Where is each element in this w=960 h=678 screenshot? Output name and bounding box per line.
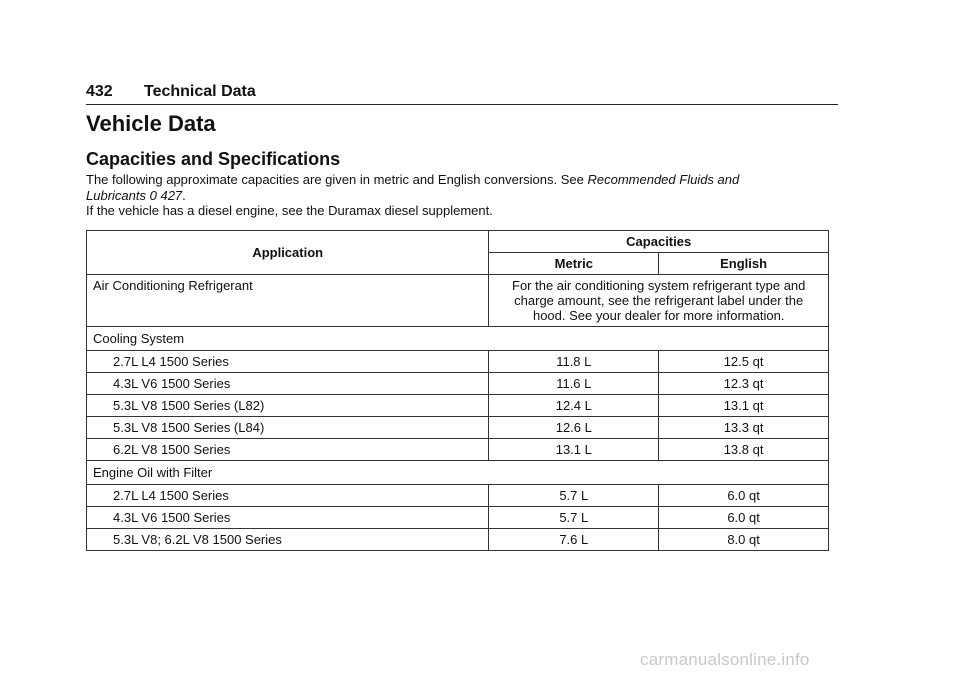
- cell-english: 13.1 qt: [659, 395, 829, 417]
- page-number: 432: [86, 83, 113, 100]
- cell-english: 8.0 qt: [659, 529, 829, 551]
- table-row: [87, 529, 829, 551]
- cell-app: 5.3L V8 1500 Series (L82): [87, 395, 489, 417]
- cell-metric: 13.1 L: [489, 439, 659, 461]
- cell-metric: 11.6 L: [489, 373, 659, 395]
- intro-paragraph-2: If the vehicle has a diesel engine, see the Duramax diesel supplement.: [86, 203, 493, 218]
- intro-text-1: The following approximate capacities are given in metric and English conversions. See: [86, 172, 588, 187]
- capacities-table: [86, 230, 829, 551]
- intro-period: .: [182, 187, 186, 203]
- cooling-section-label: Cooling System: [87, 327, 829, 351]
- cell-metric: 7.6 L: [489, 529, 659, 551]
- section-heading: Capacities and Specifications: [86, 149, 341, 169]
- ac-label: Air Conditioning Refrigerant: [87, 275, 489, 327]
- cell-metric: 12.4 L: [489, 395, 659, 417]
- col-english-header: English: [659, 253, 829, 275]
- cell-english: 13.8 qt: [659, 439, 829, 461]
- section-title: Technical Data: [144, 83, 256, 100]
- cell-metric: 5.7 L: [489, 485, 659, 507]
- table-row: [87, 507, 829, 529]
- table-section-row: [87, 461, 829, 485]
- cell-english: 12.3 qt: [659, 373, 829, 395]
- fluids-link[interactable]: Recommended Fluids and Lubricants: [86, 172, 740, 203]
- table-row: [87, 275, 829, 327]
- table-row: [87, 439, 829, 461]
- cell-app: 2.7L L4 1500 Series: [87, 351, 489, 373]
- cell-app: 5.3L V8; 6.2L V8 1500 Series: [87, 529, 489, 551]
- table-row: [87, 417, 829, 439]
- table-row: [87, 485, 829, 507]
- page-title: Vehicle Data: [86, 111, 216, 136]
- col-metric-header: Metric: [489, 253, 659, 275]
- cell-english: 6.0 qt: [659, 485, 829, 507]
- table-section-row: [87, 327, 829, 351]
- oil-section-label: Engine Oil with Filter: [87, 461, 829, 485]
- cell-english: 12.5 qt: [659, 351, 829, 373]
- watermark: carmanualsonline.info: [640, 650, 810, 669]
- col-application-header: Application: [87, 231, 489, 275]
- col-capacities-header: Capacities: [489, 231, 829, 253]
- cell-app: 4.3L V6 1500 Series: [87, 507, 489, 529]
- cell-metric: 12.6 L: [489, 417, 659, 439]
- cell-app: 4.3L V6 1500 Series: [87, 373, 489, 395]
- cell-app: 6.2L V8 1500 Series: [87, 439, 489, 461]
- header-row-1: [87, 231, 829, 253]
- table-row: [87, 395, 829, 417]
- table-row: [87, 373, 829, 395]
- table-row: [87, 351, 829, 373]
- page-header: [86, 82, 838, 105]
- cell-metric: 11.8 L: [489, 351, 659, 373]
- intro-text: [86, 172, 831, 219]
- cell-english: 13.3 qt: [659, 417, 829, 439]
- intro-paragraph-1: [86, 172, 831, 203]
- cell-app: 2.7L L4 1500 Series: [87, 485, 489, 507]
- cell-english: 6.0 qt: [659, 507, 829, 529]
- page-ref-number[interactable]: 427: [160, 187, 183, 203]
- cell-app: 5.3L V8 1500 Series (L84): [87, 417, 489, 439]
- cell-metric: 5.7 L: [489, 507, 659, 529]
- page-ref-icon: 0: [149, 187, 157, 203]
- ac-note: For the air conditioning system refrigerant type and charge amount, see the refrigerant label under the hood. See your dealer for more information.: [489, 275, 829, 327]
